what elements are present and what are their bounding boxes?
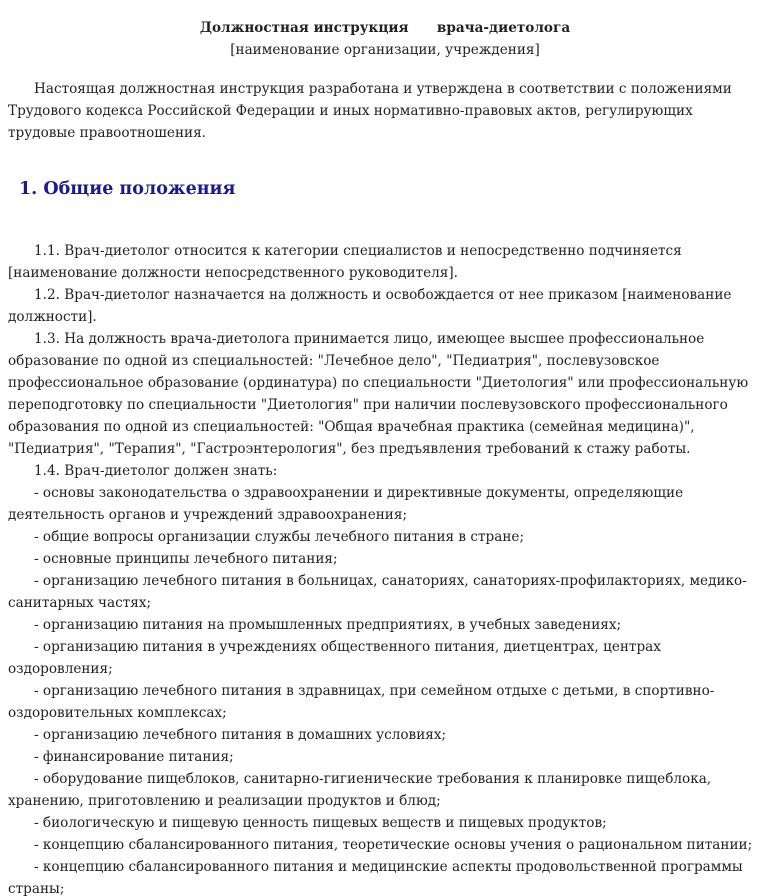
list-item: - основные принципы лечебного питания;: [34, 551, 338, 567]
section-body: [8, 240, 762, 896]
list-item: - организацию лечебного питания в здравницах, при семейном отдыхе с детьми, в спортивно-оздоровительных комплексах;: [8, 683, 715, 721]
document-header: [0, 17, 770, 61]
document-title: Должностная инструкция врача-диетолога: [199, 20, 571, 36]
section-heading-general: 1. Общие положения: [19, 179, 236, 199]
clause-1-1: 1.1. Врач-диетолог относится к категории специалистов и непосредственно подчиняется [наименование должности непосредственного руководителя].: [8, 243, 682, 281]
list-item: - организацию питания на промышленных предприятиях, в учебных заведениях;: [34, 617, 622, 633]
organization-placeholder: [наименование организации, учреждения]: [230, 42, 540, 58]
list-item: - оборудование пищеблоков, санитарно-гигиенические требования к планировке пищеблока, хранению, приготовлению и реализации продуктов и блюд;: [8, 771, 712, 809]
list-item: - биологическую и пищевую ценность пищевых веществ и пищевых продуктов;: [34, 815, 607, 831]
list-item: - организацию питания в учреждениях общественного питания, диетцентрах, центрах оздоровления;: [8, 639, 661, 677]
clause-1-3: 1.3. На должность врача-диетолога принимается лицо, имеющее высшее профессиональное образование по одной из специальностей: "Лечебное дело", "Педиатрия", послевузовское профессиональное образование (ординатура) по специальности "Диетология" или профессиональную переподготовку по специальности "Диетология" при наличии послевузовского профессионального образования по одной из специальностей: "Общая врачебная практика (семейная медицина)", "Педиатрия", "Терапия", "Гастроэнтерология", без предъявления требований к стажу работы.: [8, 331, 749, 457]
intro-paragraph: Настоящая должностная инструкция разработана и утверждена в соответствии с положениями Трудового кодекса Российской Федерации и иных нормативно-правовых актов, регулирующих трудовые правоотношения.: [8, 81, 732, 141]
list-item: - организацию лечебного питания в больницах, санаториях, санаториях-профилакториях, медико-санитарных частях;: [8, 573, 747, 611]
clause-1-2: 1.2. Врач-диетолог назначается на должность и освобождается от нее приказом [наименование должности].: [8, 287, 732, 325]
list-item: - общие вопросы организации службы лечебного питания в стране;: [34, 529, 525, 545]
list-item: - организацию лечебного питания в домашних условиях;: [34, 727, 447, 743]
list-item: - концепцию сбалансированного питания, теоретические основы учения о рациональном питании;: [34, 837, 753, 853]
clause-1-4: 1.4. Врач-диетолог должен знать:: [34, 463, 278, 479]
list-item: - финансирование питания;: [34, 749, 234, 765]
list-item: - основы законодательства о здравоохранении и директивные документы, определяющие деятельность органов и учреждений здравоохранения;: [8, 485, 684, 523]
list-item: - концепцию сбалансированного питания и медицинские аспекты продовольственной программы страны;: [8, 859, 743, 896]
